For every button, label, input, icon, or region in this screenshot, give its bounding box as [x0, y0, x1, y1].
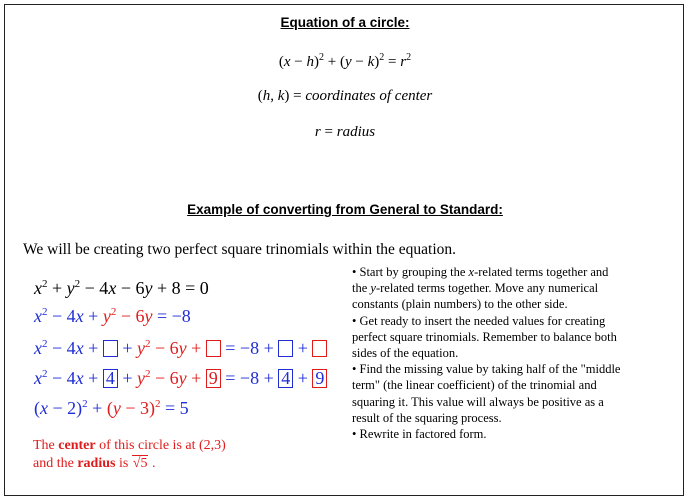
center-emphasis: center: [58, 438, 96, 453]
note-2: • Get ready to insert the needed values for creating perfect square trinomials. Remember to balance both sides of the equation.: [352, 313, 617, 361]
instruction-notes: [352, 264, 622, 442]
note-4: • Rewrite in factored form.: [352, 427, 487, 442]
circle-equation-heading: Equation of a circle:: [280, 15, 410, 30]
radius-definition: r = radius: [314, 124, 376, 140]
filled-box-y-right: 9: [312, 369, 327, 388]
note-1: • Start by grouping the x-related terms together and the y-related terms together. Move any numerical constants (plain numbers) to the other side.: [352, 265, 609, 312]
example-heading: Example of converting from General to Standard:: [187, 202, 503, 217]
blank-box-y-left: [206, 340, 221, 357]
center-definition: (h, k) = coordinates of center: [257, 88, 433, 104]
filled-box-y-left: 9: [206, 369, 221, 388]
circle-equation-formula: $(x - h)^2 + (y - k)^2 = r^2$: [278, 52, 412, 70]
step1-equation: $x^2 + y^2 - 4x - 6y + 8 = 0$: [34, 278, 209, 298]
filled-box-x-left: 4: [103, 369, 118, 388]
step4-equation: $x^2 - 4x + 4 + y^2 - 6y + 9 = -8 + 4 + 9$: [34, 368, 327, 389]
blank-box-x-right: [278, 340, 293, 357]
radius-value: √5: [132, 456, 148, 471]
step5-equation: $(x - 2)^2 + (y - 3)^2 = 5$: [34, 398, 189, 418]
filled-box-x-right: 4: [278, 369, 293, 388]
blank-box-y-right: [312, 340, 327, 357]
radius-emphasis: radius: [77, 456, 116, 471]
step3-equation: $x^2 - 4x$ + + $y^2 - 6y$ + = −8 + +: [34, 338, 327, 359]
conclusion-line2: and the radius is √5 .: [33, 456, 156, 471]
blank-box-x-left: [103, 340, 118, 357]
step2-equation: $x^2 - 4x + y^2 - 6y = -8$: [34, 306, 191, 326]
note-3: • Find the missing value by taking half of the "middle term" (the linear coefficient) of the trinomial and squaring it. This value will always be positive as a result of the squaring process.: [352, 362, 621, 425]
example-intro: We will be creating two perfect square trinomials within the equation.: [23, 241, 457, 258]
conclusion-line1: The center of this circle is at (2,3): [33, 438, 226, 453]
